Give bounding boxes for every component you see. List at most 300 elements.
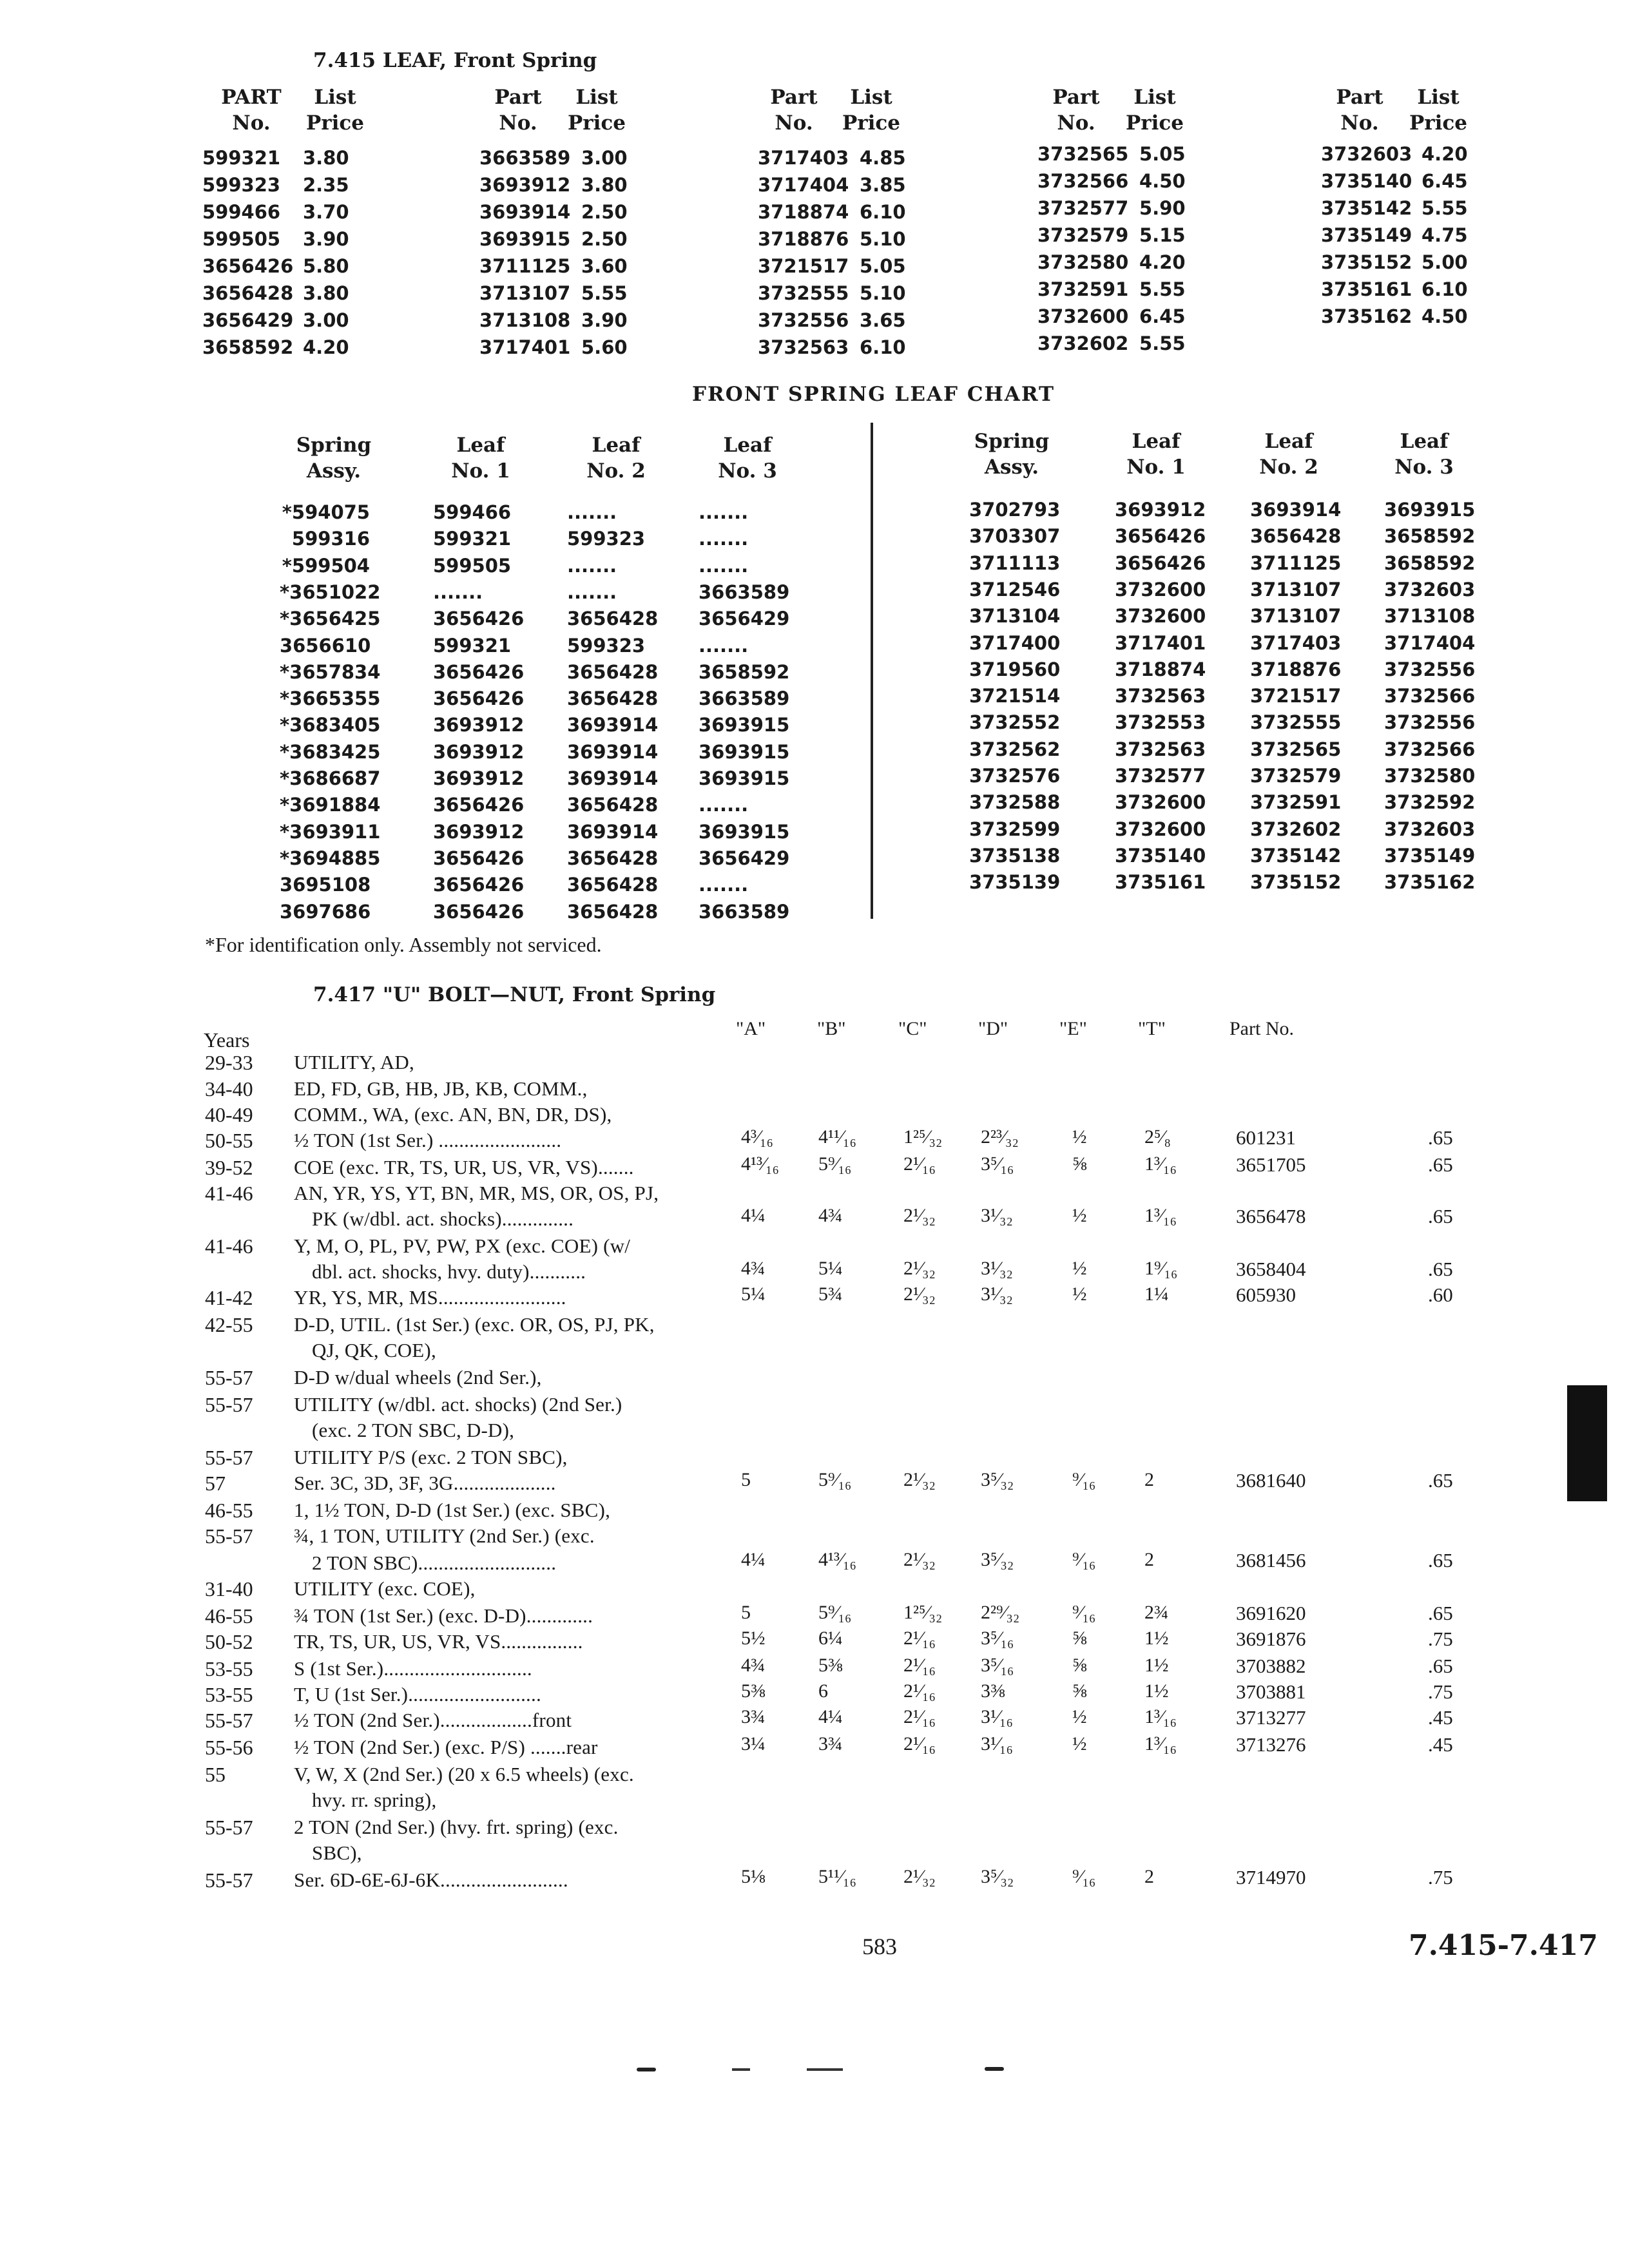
leaf-number: 3656428 [1250, 525, 1342, 548]
col-header-dim: "D" [978, 1018, 1008, 1039]
leaf-number: 3732603 [1384, 578, 1476, 601]
chart-header-leaf3: Leaf [1400, 430, 1449, 453]
spring-assy-number: *3686687 [280, 767, 381, 789]
leaf-number: 3656426 [433, 794, 525, 816]
col-header-part-no: Part [770, 86, 818, 109]
part-number: 3732563 [758, 336, 849, 358]
leaf-number: ....... [699, 554, 749, 577]
dimension-b: 5⁹⁄₁₆ [818, 1469, 852, 1490]
dimension-c: 2¹⁄₃₂ [903, 1469, 936, 1490]
list-price: 5.55 [1139, 332, 1186, 354]
dimension-c: 2¹⁄₁₆ [903, 1628, 936, 1649]
col-header-part-no: Part [1336, 86, 1383, 109]
dimension-a: 5½ [741, 1628, 766, 1649]
dimension-e: ⁹⁄₁₆ [1072, 1549, 1096, 1570]
leaf-number: ....... [433, 581, 483, 603]
dimension-a: 5 [741, 1469, 751, 1490]
spring-assy-number: 3711113 [969, 552, 1061, 574]
part-number: 3735140 [1321, 170, 1412, 192]
dimension-a: 5¼ [741, 1283, 766, 1305]
dimension-t: 1³⁄₁₆ [1144, 1205, 1177, 1226]
list-price: 5.05 [1139, 143, 1186, 165]
spring-assy-number: 3735139 [969, 871, 1061, 894]
chart-divider [871, 423, 873, 919]
part-number: 605930 [1236, 1283, 1296, 1306]
spring-assy-number: 3717400 [969, 631, 1061, 654]
model-description: UTILITY (exc. COE), [294, 1577, 476, 1600]
list-price: 4.50 [1139, 170, 1186, 192]
leaf-number: 3735152 [1250, 871, 1342, 894]
price: .65 [1428, 1126, 1453, 1149]
leaf-number: 3656426 [433, 847, 525, 869]
model-description: ½ TON (1st Ser.) ........................ [294, 1129, 562, 1151]
leaf-number: 3656428 [567, 874, 659, 896]
dimension-b: 5⁹⁄₁₆ [818, 1153, 852, 1175]
page-number: 583 [862, 1934, 897, 1959]
spring-assy-number: 3713104 [969, 605, 1061, 628]
chart-header-leaf1: No. 1 [1126, 456, 1186, 479]
dimension-t: 1³⁄₁₆ [1144, 1733, 1177, 1754]
chart-header-spring: Assy. [984, 456, 1039, 479]
list-price: 5.05 [860, 255, 906, 277]
leaf-number: 3718874 [1115, 658, 1206, 680]
spring-assy-number: 3697686 [280, 900, 371, 923]
model-description: UTILITY (w/dbl. act. shocks) (2nd Ser.) [294, 1393, 622, 1416]
chart-header-leaf1: No. 1 [451, 459, 510, 483]
col-header-dim: "B" [817, 1018, 846, 1039]
model-description: 2 TON SBC)........................... [312, 1552, 557, 1574]
model-description: UTILITY P/S (exc. 2 TON SBC), [294, 1446, 568, 1468]
dimension-d: 3⁵⁄₃₂ [981, 1469, 1014, 1490]
part-number: 599321 [202, 147, 281, 169]
chart-header-leaf1: Leaf [456, 434, 505, 457]
leaf-number: 3713107 [1250, 605, 1342, 628]
leaf-number: 599466 [433, 501, 512, 523]
dimension-c: 2¹⁄₃₂ [903, 1283, 936, 1305]
dimension-d: 3⁵⁄₁₆ [981, 1655, 1014, 1676]
part-number: 3735161 [1321, 278, 1412, 300]
part-number: 3732579 [1037, 224, 1129, 246]
dimension-d: 3¹⁄₁₆ [981, 1733, 1013, 1754]
part-number: 599323 [202, 174, 281, 196]
chart-header-leaf1: Leaf [1132, 430, 1181, 453]
part-number: 3721517 [758, 255, 849, 277]
year-range: 34-40 [205, 1077, 253, 1100]
col-header-dim: "A" [736, 1018, 766, 1039]
price: .65 [1428, 1258, 1453, 1280]
leaf-number: 3656428 [567, 660, 659, 683]
year-range: 29-33 [205, 1051, 253, 1074]
leaf-number: 3693914 [567, 767, 659, 789]
dimension-e: ⁹⁄₁₆ [1072, 1469, 1096, 1490]
list-price: 3.00 [303, 309, 349, 331]
leaf-number: 3732603 [1384, 818, 1476, 840]
year-range: 55-57 [205, 1446, 253, 1469]
spring-assy-number: 3702793 [969, 499, 1061, 521]
dimension-t: 1½ [1144, 1680, 1169, 1702]
leaf-number: 3732563 [1115, 738, 1206, 760]
dimension-b: 5¾ [818, 1283, 843, 1305]
price: .65 [1428, 1469, 1453, 1492]
leaf-number: 3656429 [699, 608, 790, 630]
part-number: 3732602 [1037, 332, 1129, 354]
list-price: 3.85 [860, 174, 906, 196]
list-price: 6.10 [1422, 278, 1468, 300]
year-range: 46-55 [205, 1604, 253, 1628]
dimension-t: 1⁹⁄₁₆ [1144, 1258, 1178, 1279]
spring-assy-number: 599316 [291, 528, 370, 550]
spring-assy-number: *3693911 [280, 820, 381, 843]
model-description: (exc. 2 TON SBC, D-D), [312, 1419, 515, 1441]
part-number: 3713108 [479, 309, 571, 331]
model-description: COMM., WA, (exc. AN, BN, DR, DS), [294, 1103, 612, 1126]
list-price: 3.70 [303, 201, 349, 223]
year-range: 50-52 [205, 1630, 253, 1653]
spring-assy-number: 3732552 [969, 711, 1061, 734]
price: .65 [1428, 1602, 1453, 1624]
col-header-list-price: List [1417, 86, 1460, 109]
part-number: 3717401 [479, 336, 571, 358]
col-header-part-no: Part [1052, 86, 1100, 109]
col-header-part-no: No. [232, 111, 271, 135]
list-price: 3.60 [581, 255, 628, 277]
dimension-e: ½ [1072, 1706, 1087, 1727]
part-number: 3718874 [758, 201, 849, 223]
dimension-a: 3¼ [741, 1733, 766, 1754]
leaf-number: 3656426 [1115, 525, 1206, 548]
list-price: 4.20 [1422, 143, 1468, 165]
leaf-number: 3693912 [1115, 499, 1206, 521]
dimension-c: 2¹⁄₁₆ [903, 1706, 936, 1727]
spring-assy-number: *3651022 [280, 581, 381, 603]
part-number: 3658592 [202, 336, 294, 358]
model-description: D-D, UTIL. (1st Ser.) (exc. OR, OS, PJ, PK, [294, 1313, 655, 1336]
list-price: 5.55 [1422, 197, 1468, 219]
part-number: 599466 [202, 201, 281, 223]
dimension-e: ½ [1072, 1733, 1087, 1754]
part-number: 3658404 [1236, 1258, 1306, 1280]
leaf-number: 3658592 [1384, 525, 1476, 548]
list-price: 4.20 [303, 336, 349, 358]
chart-header-leaf2: No. 2 [586, 459, 646, 483]
dimension-e: ⁹⁄₁₆ [1072, 1602, 1096, 1623]
dimension-a: 4³⁄₁₆ [741, 1126, 773, 1148]
dimension-a: 4¼ [741, 1205, 766, 1226]
part-number: 3656428 [202, 282, 294, 304]
part-number: 3732577 [1037, 197, 1129, 219]
leaf-number: 3693915 [699, 820, 790, 843]
leaf-number: 599323 [567, 528, 646, 550]
dimension-a: 4¹³⁄₁₆ [741, 1153, 779, 1175]
leaf-number: ....... [699, 528, 749, 550]
model-description: UTILITY, AD, [294, 1051, 414, 1073]
model-description: T, U (1st Ser.).......................... [294, 1683, 541, 1706]
year-range: 55-56 [205, 1736, 253, 1759]
dimension-d: 3¹⁄₃₂ [981, 1283, 1013, 1305]
price: .75 [1428, 1628, 1453, 1650]
leaf-number: 3693914 [567, 820, 659, 843]
dimension-a: 4¼ [741, 1549, 766, 1570]
dimension-c: 2¹⁄₁₆ [903, 1680, 936, 1702]
chart-header-spring: Assy. [306, 459, 361, 483]
model-description: COE (exc. TR, TS, UR, US, VR, VS)....... [294, 1156, 634, 1178]
leaf-number: 3732565 [1250, 738, 1342, 760]
dimension-e: ½ [1072, 1205, 1087, 1226]
leaf-number: 3732579 [1250, 765, 1342, 787]
spring-assy-number: 3712546 [969, 578, 1061, 601]
leaf-number: 3732600 [1115, 605, 1206, 628]
part-number: 3732591 [1037, 278, 1129, 300]
part-number: 3691620 [1236, 1602, 1306, 1624]
part-number: 3703881 [1236, 1680, 1306, 1703]
chart-header-spring: Spring [296, 434, 372, 457]
part-number: 3693912 [479, 174, 571, 196]
dimension-t: 1¼ [1144, 1283, 1169, 1305]
dimension-b: 6¼ [818, 1628, 843, 1649]
leaf-number: 3732563 [1115, 685, 1206, 707]
leaf-number: 3656426 [433, 660, 525, 683]
col-header-list-price: Price [305, 111, 365, 135]
part-number: 601231 [1236, 1126, 1296, 1149]
spring-assy-number: *3656425 [280, 608, 381, 630]
section-415-title: 7.415 LEAF, Front Spring [313, 49, 597, 72]
year-range: 53-55 [205, 1657, 253, 1680]
list-price: 5.10 [860, 228, 906, 250]
leaf-number: 3732566 [1384, 685, 1476, 707]
part-number: 3691876 [1236, 1628, 1306, 1650]
dimension-e: ½ [1072, 1126, 1087, 1148]
leaf-number: 3732555 [1250, 711, 1342, 734]
dimension-d: 3¹⁄₃₂ [981, 1205, 1013, 1226]
list-price: 6.10 [860, 336, 906, 358]
dimension-e: ⅝ [1072, 1680, 1087, 1702]
list-price: 5.55 [581, 282, 628, 304]
year-range: 40-49 [205, 1103, 253, 1126]
part-number: 3735162 [1321, 305, 1412, 327]
leaf-number: 599505 [433, 554, 512, 577]
leaf-number: 3693912 [433, 714, 525, 736]
section-417-title: 7.417 "U" BOLT—NUT, Front Spring [313, 983, 716, 1006]
leaf-number: 3656426 [433, 900, 525, 923]
leaf-number: 3732553 [1115, 711, 1206, 734]
spring-assy-number: 3719560 [969, 658, 1061, 680]
dimension-d: 3¹⁄₃₂ [981, 1258, 1013, 1279]
dimension-d: 2²³⁄₃₂ [981, 1126, 1019, 1148]
part-number: 3656429 [202, 309, 294, 331]
list-price: 3.80 [303, 147, 349, 169]
list-price: 4.75 [1422, 224, 1468, 246]
year-range: 42-55 [205, 1313, 253, 1336]
dimension-a: 3¾ [741, 1706, 766, 1727]
part-number: 3732555 [758, 282, 849, 304]
leaf-number: 3656428 [567, 900, 659, 923]
model-description: hvy. rr. spring), [312, 1789, 437, 1811]
dimension-t: 2 [1144, 1469, 1154, 1490]
leaf-number: 3693912 [433, 820, 525, 843]
part-number: 3714970 [1236, 1866, 1306, 1888]
dimension-d: 3⁵⁄₁₆ [981, 1628, 1014, 1649]
col-header-list-price: Price [1125, 111, 1184, 135]
col-header-dim: "C" [898, 1018, 927, 1039]
year-range: 31-40 [205, 1577, 253, 1600]
leaf-number: 3656429 [699, 847, 790, 869]
chart-header-leaf3: No. 3 [718, 459, 777, 483]
chart-header-leaf2: Leaf [592, 434, 641, 457]
dimension-e: ½ [1072, 1283, 1087, 1305]
model-description: Ser. 6D-6E-6J-6K......................... [294, 1869, 568, 1891]
spring-assy-number: *3683405 [280, 714, 381, 736]
leaf-number: 3713107 [1250, 578, 1342, 601]
part-number: 3717404 [758, 174, 849, 196]
leaf-number: 3656428 [567, 687, 659, 710]
dimension-d: 3⁵⁄₃₂ [981, 1866, 1014, 1887]
spring-assy-number: 3721514 [969, 685, 1061, 707]
model-description: 1, 1½ TON, D-D (1st Ser.) (exc. SBC), [294, 1499, 611, 1521]
leaf-number: 3732556 [1384, 658, 1476, 680]
dimension-e: ⅝ [1072, 1628, 1087, 1649]
leaf-number: 3732577 [1115, 765, 1206, 787]
model-description: dbl. act. shocks, hvy. duty)........... [312, 1260, 586, 1283]
section-range: 7.415-7.417 [1409, 1929, 1598, 1962]
part-number: 3681640 [1236, 1469, 1306, 1492]
dimension-c: 2¹⁄₃₂ [903, 1258, 936, 1279]
dimension-e: ⅝ [1072, 1655, 1087, 1676]
spring-assy-number: *3691884 [280, 794, 381, 816]
spring-assy-number: *3665355 [280, 687, 381, 710]
leaf-number: 3718876 [1250, 658, 1342, 680]
price: .60 [1428, 1283, 1453, 1306]
leaf-chart-title: FRONT SPRING LEAF CHART [692, 383, 1055, 406]
spring-assy-number: 3656610 [280, 634, 371, 657]
leaf-number: 599323 [567, 634, 646, 657]
dimension-b: 5⁹⁄₁₆ [818, 1602, 852, 1623]
spring-assy-number: 3732599 [969, 818, 1061, 840]
dimension-b: 5¹¹⁄₁₆ [818, 1866, 856, 1887]
model-description: 2 TON (2nd Ser.) (hvy. frt. spring) (exc. [294, 1816, 619, 1838]
list-price: 4.50 [1422, 305, 1468, 327]
leaf-number: 3721517 [1250, 685, 1342, 707]
leaf-number: 3693912 [433, 740, 525, 763]
dimension-c: 2¹⁄₃₂ [903, 1549, 936, 1570]
leaf-number: ....... [699, 634, 749, 657]
spring-assy-number: 3695108 [280, 874, 371, 896]
dimension-d: 2²⁹⁄₃₂ [981, 1602, 1020, 1623]
spring-assy-number: *3657834 [280, 660, 381, 683]
dimension-c: 1²⁵⁄₃₂ [903, 1126, 943, 1148]
part-number: 599505 [202, 228, 281, 250]
col-header-years: Years [204, 1028, 250, 1052]
leaf-number: 3717401 [1115, 631, 1206, 654]
list-price: 3.80 [303, 282, 349, 304]
leaf-number: 3656428 [567, 847, 659, 869]
chart-header-leaf2: No. 2 [1259, 456, 1318, 479]
list-price: 4.20 [1139, 251, 1186, 273]
col-header-part-no: Part No. [1229, 1018, 1294, 1039]
year-range: 55 [205, 1763, 226, 1786]
leaf-number: 3732600 [1115, 818, 1206, 840]
list-price: 2.50 [581, 201, 628, 223]
part-number: 3732556 [758, 309, 849, 331]
dimension-a: 5 [741, 1602, 751, 1623]
col-header-part-no: No. [1057, 111, 1095, 135]
dimension-t: 1³⁄₁₆ [1144, 1706, 1177, 1727]
dimension-a: 5⅜ [741, 1680, 766, 1702]
list-price: 6.10 [860, 201, 906, 223]
price: .75 [1428, 1866, 1453, 1888]
leaf-number: 3735162 [1384, 871, 1476, 894]
chart-footnote: *For identification only. Assembly not serviced. [205, 933, 602, 956]
leaf-number: 3663589 [699, 687, 790, 710]
leaf-number: ....... [567, 581, 617, 603]
dimension-t: 2 [1144, 1549, 1154, 1570]
dimension-t: 1³⁄₁₆ [1144, 1153, 1177, 1175]
year-range: 55-57 [205, 1709, 253, 1732]
model-description: S (1st Ser.)............................. [294, 1657, 532, 1680]
year-range: 46-55 [205, 1499, 253, 1522]
spring-assy-number: *3683425 [280, 740, 381, 763]
col-header-part-no: No. [1340, 111, 1379, 135]
year-range: 55-57 [205, 1524, 253, 1548]
dimension-d: 3⅜ [981, 1680, 1005, 1702]
spring-assy-number: 3703307 [969, 525, 1061, 548]
leaf-number: 3656428 [567, 794, 659, 816]
thumb-tab-marker [1567, 1385, 1607, 1501]
part-number: 3735142 [1321, 197, 1412, 219]
year-range: 41-42 [205, 1286, 253, 1309]
part-number: 3735149 [1321, 224, 1412, 246]
leaf-number: 599321 [433, 528, 512, 550]
model-description: PK (w/dbl. act. shocks).............. [312, 1207, 574, 1230]
dimension-b: 5¼ [818, 1258, 843, 1279]
list-price: 3.90 [303, 228, 349, 250]
leaf-number: 3713108 [1384, 605, 1476, 628]
col-header-part-no: PART [221, 86, 282, 109]
list-price: 5.10 [860, 282, 906, 304]
leaf-number: 3663589 [699, 581, 790, 603]
part-number: 3713277 [1236, 1706, 1306, 1729]
year-range: 55-57 [205, 1393, 253, 1416]
leaf-number: 3658592 [1384, 552, 1476, 574]
scan-mark [807, 2068, 843, 2071]
dimension-d: 3⁵⁄₃₂ [981, 1549, 1014, 1570]
model-description: QJ, QK, COE), [312, 1339, 436, 1361]
dimension-b: 4¹¹⁄₁₆ [818, 1126, 856, 1148]
leaf-number: 3656428 [567, 608, 659, 630]
leaf-number: ....... [699, 501, 749, 523]
dimension-c: 2¹⁄₁₆ [903, 1655, 936, 1676]
leaf-number: 3656426 [1115, 552, 1206, 574]
leaf-number: 3732580 [1384, 765, 1476, 787]
dimension-t: 2¾ [1144, 1602, 1169, 1623]
part-number: 3693914 [479, 201, 571, 223]
leaf-number: 3732591 [1250, 791, 1342, 814]
col-header-list-price: List [575, 86, 618, 109]
list-price: 6.45 [1139, 305, 1186, 327]
col-header-list-price: List [1133, 86, 1176, 109]
scan-mark [637, 2068, 656, 2071]
dimension-b: 4¹³⁄₁₆ [818, 1549, 856, 1570]
leaf-number: 3735140 [1115, 844, 1206, 867]
dimension-c: 2¹⁄₃₂ [903, 1205, 936, 1226]
leaf-number: 3735142 [1250, 844, 1342, 867]
leaf-number: 3656426 [433, 687, 525, 710]
dimension-e: ⅝ [1072, 1153, 1087, 1175]
list-price: 2.35 [303, 174, 349, 196]
year-range: 50-55 [205, 1129, 253, 1152]
spring-assy-number: 3732576 [969, 765, 1061, 787]
part-number: 3656478 [1236, 1205, 1306, 1227]
leaf-number: 3732600 [1115, 578, 1206, 601]
